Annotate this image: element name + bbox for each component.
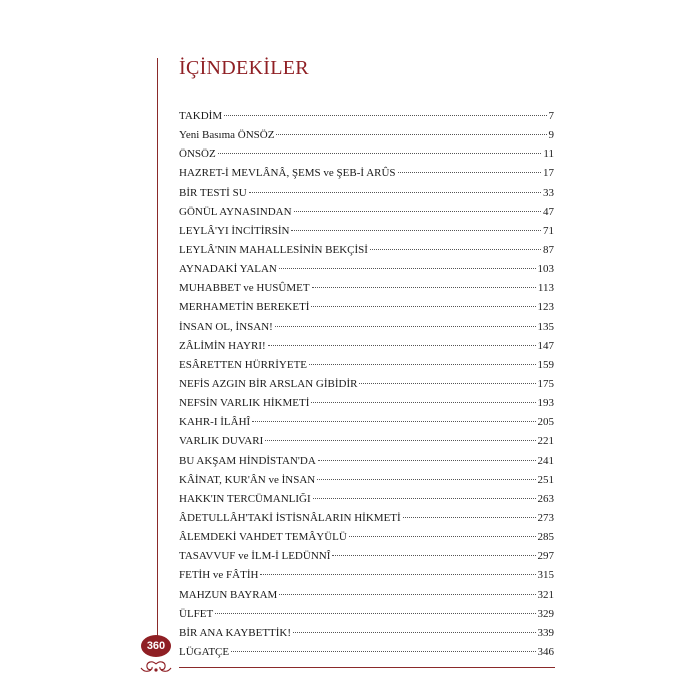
toc-entry-page: 71 — [543, 224, 554, 237]
toc-entry — [179, 126, 554, 145]
toc-entry-title: KÂİNAT, KUR'ÂN ve İNSAN — [179, 473, 316, 486]
toc-entry-page: 17 — [543, 167, 554, 180]
toc-entry — [179, 184, 554, 203]
toc-entry — [179, 566, 554, 585]
toc-entry-page: 103 — [537, 263, 554, 276]
toc-entry-page: 33 — [543, 186, 554, 199]
dot-leader — [332, 555, 535, 556]
toc-entry — [179, 241, 554, 260]
toc-entry — [179, 452, 554, 471]
toc-entry-page: 315 — [537, 569, 554, 582]
toc-entry-page: 339 — [537, 626, 554, 639]
toc-entry-title: BİR ANA KAYBETTİK! — [179, 626, 292, 639]
toc-entry-page: 329 — [537, 607, 554, 620]
toc-entry — [179, 164, 554, 183]
dot-leader — [398, 172, 541, 173]
toc-entry — [179, 298, 554, 317]
toc-entry-title: KAHR-I İLÂHÎ — [179, 416, 251, 429]
toc-entry — [179, 222, 554, 241]
dot-leader — [311, 306, 535, 307]
toc-entry — [179, 432, 554, 451]
ornament-icon — [138, 660, 174, 676]
toc-entry — [179, 337, 554, 356]
toc-entry — [179, 509, 554, 528]
toc-entry — [179, 471, 554, 490]
bottom-rule — [179, 667, 555, 668]
dot-leader — [349, 536, 536, 537]
toc-entry — [179, 375, 554, 394]
toc-entry-title: NEFİS AZGIN BİR ARSLAN GİBİDİR — [179, 377, 358, 390]
toc-entry-page: 113 — [537, 282, 554, 295]
dot-leader — [309, 364, 535, 365]
toc-entry-title: LÜGATÇE — [179, 645, 230, 658]
toc-entry-title: ÖNSÖZ — [179, 148, 216, 161]
toc-entry-page: 9 — [548, 129, 554, 142]
toc-entry-title: ÂDETULLÂH'TAKİ İSTİSNÂLARIN HİKMETİ — [179, 511, 401, 524]
dot-leader — [249, 192, 541, 193]
toc-entry — [179, 528, 554, 547]
toc-entry-page: 321 — [537, 588, 554, 601]
toc-entry-page: 147 — [537, 339, 554, 352]
toc-entry-title: BİR TESTİ SU — [179, 186, 247, 199]
left-margin-rule — [157, 58, 158, 636]
dot-leader — [279, 594, 535, 595]
toc-entry — [179, 643, 554, 662]
dot-leader — [218, 153, 542, 154]
toc-entry-page: 135 — [537, 320, 554, 333]
toc-entry-title: VARLIK DUVARI — [179, 435, 264, 448]
dot-leader — [276, 134, 546, 135]
toc-entry-title: ESÂRETTEN HÜRRİYETE — [179, 358, 308, 371]
dot-leader — [265, 440, 535, 441]
toc-entry-page: 159 — [537, 358, 554, 371]
toc-entry-page: 297 — [537, 550, 554, 563]
toc-entry-page: 273 — [537, 511, 554, 524]
toc-entry — [179, 356, 554, 375]
dot-leader — [311, 402, 535, 403]
dot-leader — [215, 613, 535, 614]
toc-entry — [179, 279, 554, 298]
dot-leader — [370, 249, 541, 250]
page-number-badge: 360 — [141, 635, 171, 657]
dot-leader — [252, 421, 535, 422]
dot-leader — [317, 479, 535, 480]
toc-entry — [179, 624, 554, 643]
toc-entry — [179, 586, 554, 605]
toc-entry-title: İNSAN OL, İNSAN! — [179, 320, 273, 333]
dot-leader — [224, 115, 546, 116]
toc-entry-page: 123 — [537, 301, 554, 314]
toc-entry-page: 285 — [537, 531, 554, 544]
toc-entry-page: 251 — [537, 473, 554, 486]
toc-entry-title: LEYLÂ'NIN MAHALLESİNİN BEKÇİSİ — [179, 243, 368, 256]
dot-leader — [312, 287, 536, 288]
toc-entry-title: TASAVVUF ve İLM-İ LEDÜNNÎ — [179, 550, 331, 563]
toc-entry-title: MAHZUN BAYRAM — [179, 588, 278, 601]
dot-leader — [275, 326, 536, 327]
toc-entry-title: BU AKŞAM HİNDİSTAN'DA — [179, 454, 316, 467]
toc-entry — [179, 203, 554, 222]
toc-entry-title: MUHABBET ve HUSÛMET — [179, 282, 310, 295]
toc-entry-title: MERHAMETİN BEREKETİ — [179, 301, 310, 314]
toc-entry-page: 87 — [543, 243, 554, 256]
toc-entry-title: FETİH ve FÂTİH — [179, 569, 259, 582]
toc-entry-title: HAZRET-İ MEVLÂNÂ, ŞEMS ve ŞEB-İ ARÛS — [179, 167, 396, 180]
dot-leader — [294, 211, 541, 212]
table-of-contents — [179, 107, 554, 662]
toc-entry-title: LEYLÂ'YI İNCİTİRSİN — [179, 224, 290, 237]
toc-entry — [179, 318, 554, 337]
toc-entry-title: ÂLEMDEKİ VAHDET TEMÂYÜLÜ — [179, 531, 347, 544]
toc-entry-page: 221 — [537, 435, 554, 448]
toc-entry — [179, 413, 554, 432]
toc-entry — [179, 490, 554, 509]
toc-entry-title: NEFSİN VARLIK HİKMETİ — [179, 397, 310, 410]
dot-leader — [403, 517, 536, 518]
toc-entry-title: GÖNÜL AYNASINDAN — [179, 205, 292, 218]
toc-entry-title: ÜLFET — [179, 607, 214, 620]
toc-entry — [179, 145, 554, 164]
toc-entry-page: 346 — [537, 645, 554, 658]
dot-leader — [359, 383, 535, 384]
toc-entry-page: 11 — [543, 148, 554, 161]
toc-entry-page: 241 — [537, 454, 554, 467]
toc-entry-title: AYNADAKİ YALAN — [179, 263, 277, 276]
toc-entry-title: ZÂLİMİN HAYRI! — [179, 339, 266, 352]
toc-entry — [179, 605, 554, 624]
dot-leader — [291, 230, 541, 231]
toc-entry-title: TAKDİM — [179, 110, 223, 122]
dot-leader — [318, 460, 536, 461]
toc-entry-page: 193 — [537, 397, 554, 410]
toc-entry-page: 205 — [537, 416, 554, 429]
toc-entry-title: Yeni Basıma ÖNSÖZ — [179, 129, 275, 142]
toc-entry — [179, 394, 554, 413]
toc-entry — [179, 547, 554, 566]
toc-entry — [179, 107, 554, 126]
toc-entry-page: 263 — [537, 492, 554, 505]
dot-leader — [231, 651, 535, 652]
dot-leader — [293, 632, 535, 633]
dot-leader — [268, 345, 536, 346]
dot-leader — [279, 268, 536, 269]
dot-leader — [260, 574, 535, 575]
toc-entry — [179, 260, 554, 279]
page-title: İÇİNDEKİLER — [179, 57, 309, 79]
toc-entry-page: 47 — [543, 205, 554, 218]
toc-entry-title: HAKK'IN TERCÜMANLIĞI — [179, 492, 311, 505]
dot-leader — [313, 498, 536, 499]
toc-entry-page: 175 — [537, 377, 554, 390]
toc-entry-page: 7 — [548, 110, 554, 122]
